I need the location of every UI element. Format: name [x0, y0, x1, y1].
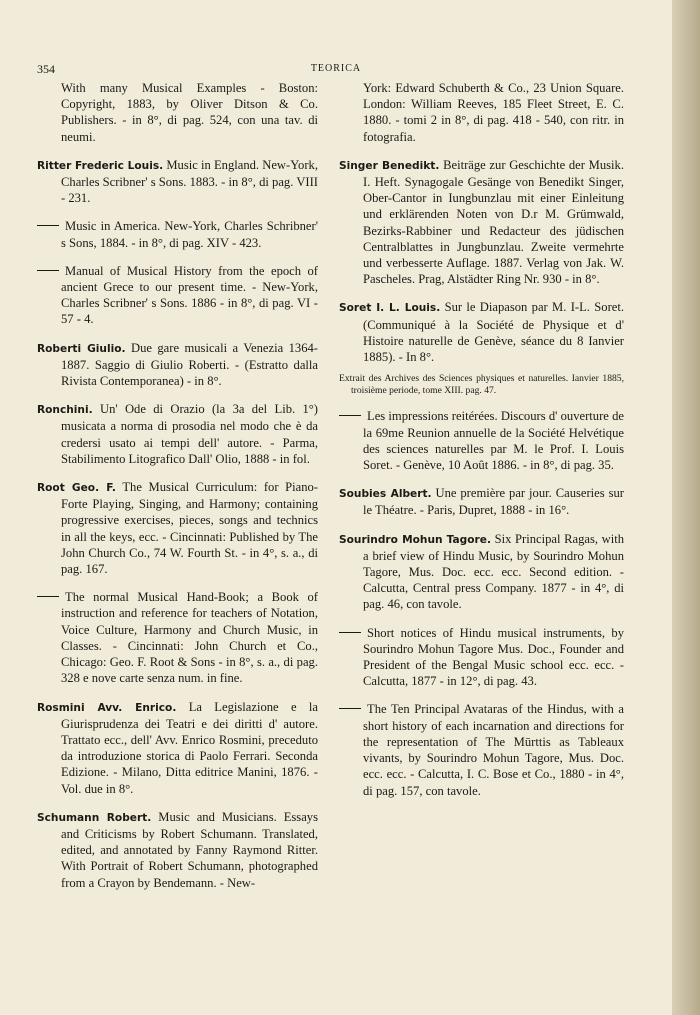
bibliography-entry [37, 340, 318, 390]
bibliography-entry [339, 625, 624, 690]
entry-text: Manual of Musical History from the epoch of ancient Grece to our present time. - New-York, Charles Scribner' s Sons. 1886 - in 8°, di pag. VI - 57 - 4. [61, 263, 318, 327]
bibliography-entry [37, 401, 318, 467]
entry-author: Roberti Giulio. [37, 342, 126, 355]
entry-text: Les impressions reitérées. Discours d' ouverture de la 69me Reunion annuelle de la Société Helvétique des sciences naturelles par M. le Prof. I. Louis Soret. - Genève, 10 Août 1886. - in 8°, di pag. 35. [363, 409, 624, 473]
book-gutter [672, 0, 700, 1015]
entry-text: The normal Musical Hand-Book; a Book of instruction and reference for teachers of Notation, Voice Culture, Harmony and Church Music, in Classes. - Cincinnati: John Church et Co., Chicago: Geo. F. Root & Sons - in 8°, s. a., di pag. 328 e nove carte senza num. in fine. [61, 590, 318, 686]
ditto-dash [37, 596, 59, 597]
entry-text: Extrait des Archives des Sciences physiques et naturelles. Ianvier 1885, troisième periode, tome XIII. pag. 47. [339, 373, 624, 396]
entry-author: Ronchini. [37, 404, 93, 417]
bibliography-entry [37, 263, 318, 328]
entry-continuation [339, 80, 624, 145]
entry-text: Due gare musicali a Venezia 1364-1887. Saggio di Giulio Roberti. - (Estratto dalla Rivista Contemporanea) - in 8°. [61, 340, 319, 389]
entry-text: Six Principal Ragas, with a brief view of Hindu Music, by Sourindro Mohun Tagore, Mus. Doc. ecc. ecc. Second edition. - Calcutta, Central press Company. 1877 - in 4°, di pag. 46, con tavole. [363, 531, 624, 612]
right-column [339, 80, 624, 811]
entry-text: Short notices of Hindu musical instruments, by Sourindro Mohun Tagore Mus. Doc., Founder and President of the Bengal Music school ecc. ecc. - Calcutta, 1877 - in 12°, di pag. 43. [363, 625, 624, 689]
ditto-dash [339, 415, 361, 416]
ditto-dash [339, 708, 361, 709]
bibliography-entry [37, 699, 318, 797]
bibliography-entry [37, 157, 318, 207]
entry-text: Music in America. New-York, Charles Schribner' s Sons, 1884. - in 8°, di pag. XIV - 423. [61, 219, 318, 250]
entry-author: Singer Benedikt. [339, 159, 440, 172]
ditto-dash [339, 632, 361, 633]
left-column [37, 80, 318, 903]
bibliography-entry [339, 485, 624, 518]
entry-text: Un' Ode di Orazio (la 3a del Lib. 1°) musicata a norma di prosodia nel modo che è da credersi usato ai tempi dell' autore. - Parma, Stabilimento Litografico Dall' Olio, 1888 - in fol. [61, 402, 318, 466]
entry-text: With many Musical Examples - Boston: Copyright, 1883, by Oliver Ditson & Co. Publishers. - in 8°, di pag. 524, con una tav. di neumi. [61, 81, 318, 144]
ditto-dash [37, 270, 59, 271]
bibliography-entry [37, 218, 318, 250]
entry-text: The Musical Curriculum: for Piano-Forte Playing, Singing, and Harmony; containing progressive exercises, pieces, songs and technics in all the keys, ecc. - Cincinnati: Published by The John Church Co., 74 W. Fourth St. - in 4°, s. a., di pag. 167. [61, 480, 319, 577]
entry-text: Beiträge zur Geschichte der Musik. I. Heft. Synagogale Gesänge von Benedikt Singer, Ober-Cantor in Iungbunzlau mit einer Einleitung und erklärenden Noten von D.r M. Grümwald, Bezirks-Rabbiner und Redacteur des jüdischen Centralblattes in Jungbunzlau. Zweite vermehrte und verbesserte Auflage. 1887. Verlag von Jak. W. Pascheles. Prag, Alstädter Ring Nr. 930 - in 8°. [363, 157, 624, 287]
page-number: 354 [37, 62, 55, 76]
entry-text: Une première par jour. Causeries sur le Théatre. - Paris, Dupret, 1888 - in 16°. [363, 486, 624, 518]
bibliography-entry [37, 589, 318, 686]
entry-author: Schumann Robert. [37, 811, 152, 824]
entry-author: Root Geo. F. [37, 482, 116, 495]
bibliography-entry [339, 299, 624, 365]
entry-continuation [37, 80, 318, 145]
bibliography-entry [339, 157, 624, 288]
entry-author: Soret I. L. Louis. [339, 302, 441, 315]
entry-author: Soubies Albert. [339, 488, 432, 501]
bibliography-entry [339, 701, 624, 798]
bibliography-note [339, 373, 624, 396]
entry-text: Music and Musicians. Essays and Criticisms by Robert Schumann. Translated, edited, and annotated by Fanny Raymond Ritter. With Portrait of Robert Schumann, photographed from a Crayon by Bendemann. - New- [61, 809, 318, 890]
page-header [0, 62, 672, 78]
entry-text: York: Edward Schuberth & Co., 23 Union Square. London: William Reeves, 185 Fleet Street, E. C. 1880. - tomi 2 in 8°, di pag. 418 - 540, con ritr. in fotografia. [363, 81, 624, 144]
entry-text: Music in England. New-York, Charles Scribner' s Sons. 1883. - in 8°, di pag. VIII - 231. [61, 157, 318, 206]
bibliography-entry [37, 479, 318, 577]
ditto-dash [37, 225, 59, 226]
entry-author: Sourindro Mohun Tagore. [339, 533, 491, 546]
bibliography-entry [339, 531, 624, 613]
running-title: TEORICA [310, 63, 362, 74]
bibliography-entry [339, 408, 624, 473]
entry-text: La Legislazione e la Giurisprudenza dei Teatri e dei diritti d' autore. Trattato ecc., dell' Avv. Enrico Rosmini, preceduto da introduzione storica di Paolo Ferrari. Seconda Edizione. - Milano, Ditta editrice Manini, 1876. - Vol. due in 8°. [61, 699, 318, 796]
entry-text: The Ten Principal Avataras of the Hindus, with a short history of each incarnation and directions for the representation of The Mūrttis as Tableaux vivants, by Sourindro Mohun Tagore, Mus. Doc. ecc. ecc. - Calcutta, I. C. Bose et Co., 1880 - in 4°, di pag. 157, con tavole. [363, 702, 624, 798]
entry-author: Ritter Frederic Louis. [37, 159, 164, 172]
entry-author: Rosmini Avv. Enrico. [37, 701, 177, 714]
bibliography-entry [37, 809, 318, 891]
entry-text: Sur le Diapason par M. I-L. Soret. (Communiqué à la Société de Physique et d' Histoire naturelle de Genève, séance du 8 Ianvier 1885). - In 8°. [363, 300, 625, 365]
